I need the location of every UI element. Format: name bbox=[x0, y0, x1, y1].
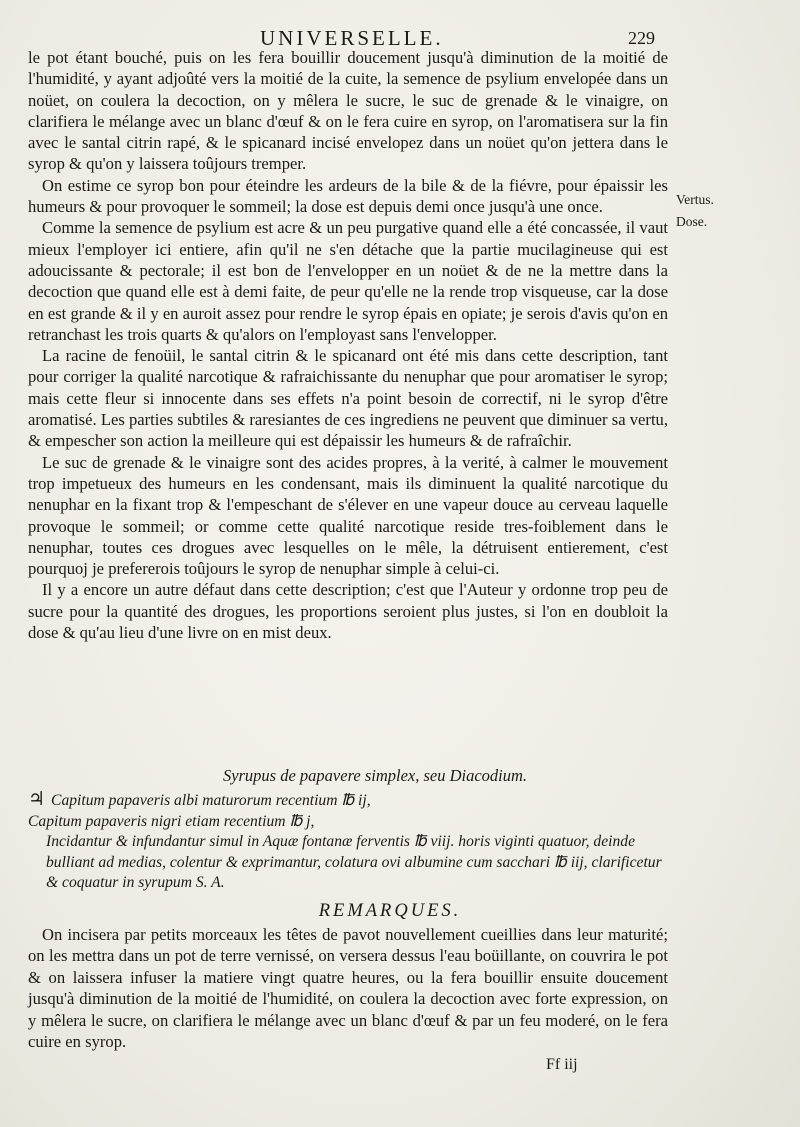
remarques-text bbox=[28, 924, 668, 1052]
remarques-heading: REMARQUES. bbox=[318, 901, 462, 921]
running-head: UNIVERSELLE. bbox=[260, 26, 444, 50]
margin-note-vertus: Vertus. bbox=[676, 192, 714, 207]
recipe-symbol-icon: ♃ bbox=[28, 789, 46, 810]
main-text bbox=[28, 47, 668, 643]
recipe-line-3: Incidantur & infundantur simul in Aquæ fontanæ ferventis ℔ viij. horis viginti quatuor, deinde bulliant ad medias, colentur & exprimantur, colatura ovi albumine cum sacchari ℔ iij, clarificetur & coquatur in syrupum S. A. bbox=[46, 833, 662, 891]
recipe-block bbox=[28, 790, 668, 894]
page-number: 229 bbox=[628, 28, 655, 48]
paragraph-3: Comme la semence de psylium est acre & un peu purgative quand elle a été concassée, il vaut mieux l'employer ici entiere, afin qu'il ne s'en détache que la partie mucilagineuse qui est adoucissante & pectorale; il est bon de l'envelopper en un noüet & de ne la mettre dans la decoction que quand elle est à demi faite, de peur qu'elle ne la rende trop visqueuse, car la dose en est grande & il y en auroit assez pour rendre le syrop épais en opiate; je serois d'avis qu'on en retranchast les trois quarts & qu'alors on l'employast sans l'envelopper. bbox=[28, 218, 668, 344]
signature-mark: Ff iij bbox=[546, 1056, 578, 1073]
paragraph-4: La racine de fenoüil, le santal citrin & le spicanard ont été mis dans cette description, tant pour corriger la qualité narcotique & rafraichissante du nenuphar que pour aromatiser le syrop; mais cette fleur si innocente dans ses effets n'a point besoin de correctif, ni le syrop d'être aromatisé. Les parties subtiles & raresiantes de ces ingrediens ne peuvent que diminuer sa vertu, & empescher son action la meilleure qui est dépaissir les humeurs & de rafraîchir. bbox=[28, 346, 668, 451]
recipe-line-1-text: Capitum papaveris albi maturorum recentium ℔ ij, bbox=[51, 792, 371, 809]
paragraph-1: le pot étant bouché, puis on les fera bouillir doucement jusqu'à diminution de la moitié de l'humidité, y ayant adjoûté vers la moitié de la cuite, la semence de psylium envelopée dans un noüet, on coulera la decoction, on y mêlera le sucre, le suc de grenade & le vinaigre, on clarifiera le mélange avec un blanc d'œuf & on le fera cuire en syrop, on l'aromatisera sur la fin avec le santal citrin rapé, & le spicanard incisé envelopez dans un noüet qu'on jettera dans le syrop & qu'on y laissera toûjours tremper. bbox=[28, 48, 668, 174]
paragraph-2: On estime ce syrop bon pour éteindre les ardeurs de la bile & de la fiévre, pour épaissir les humeurs & pour provoquer le sommeil; la dose est depuis demi once jusqu'à une once. bbox=[28, 175, 668, 217]
paragraph-5: Le suc de grenade & le vinaigre sont des acides propres, à la verité, à calmer le mouvement trop impetueux des humeurs en les condensant, mais ils diminuent la qualité narcotique du nenuphar en la fixant trop & l'empeschant de s'élever en une vapeur douce au cerveau laquelle provoque le sommeil; or comme cette qualité narcotique reside tres-foiblement dans le nenuphar, toutes ces drogues avec lesquelles on le mêle, la détruisent entierement, c'est pourquoj je prefererois toûjours le syrop de nenuphar simple à celui-ci. bbox=[28, 452, 668, 579]
remarques-paragraph: On incisera par petits morceaux les têtes de pavot nouvellement cueillies dans leur maturité; on les mettra dans un pot de terre vernissé, on versera dessus l'eau boüillante, on couvrira le pot & on laissera infuser la matiere vingt quatre heures, ou la fera bouillir ensuite doucement jusqu'à diminution de la moitié de l'humidité, on coulera la decoction avec forte expression, on y mêlera le sucre, on clarifiera le mélange avec un blanc d'œuf & par un feu moderé, on le fera cuire en syrop. bbox=[28, 925, 668, 1052]
paragraph-6: Il y a encore un autre défaut dans cette description; c'est que l'Auteur y ordonne trop peu de sucre pour la quantité des drogues, les proportions seroient plus justes, si l'on en doubloit la dose & qu'au lieu d'une livre on en mist deux. bbox=[28, 580, 668, 643]
recipe-line-1 bbox=[28, 790, 668, 812]
recipe-line-2: Capitum papaveris nigri etiam recentium ℔ j, bbox=[28, 812, 315, 830]
margin-note-dose: Dose. bbox=[676, 214, 708, 229]
page-header bbox=[0, 26, 800, 48]
recipe-title: Syrupus de papavere simplex, seu Diacodium. bbox=[222, 766, 528, 785]
margin-notes bbox=[676, 192, 786, 236]
